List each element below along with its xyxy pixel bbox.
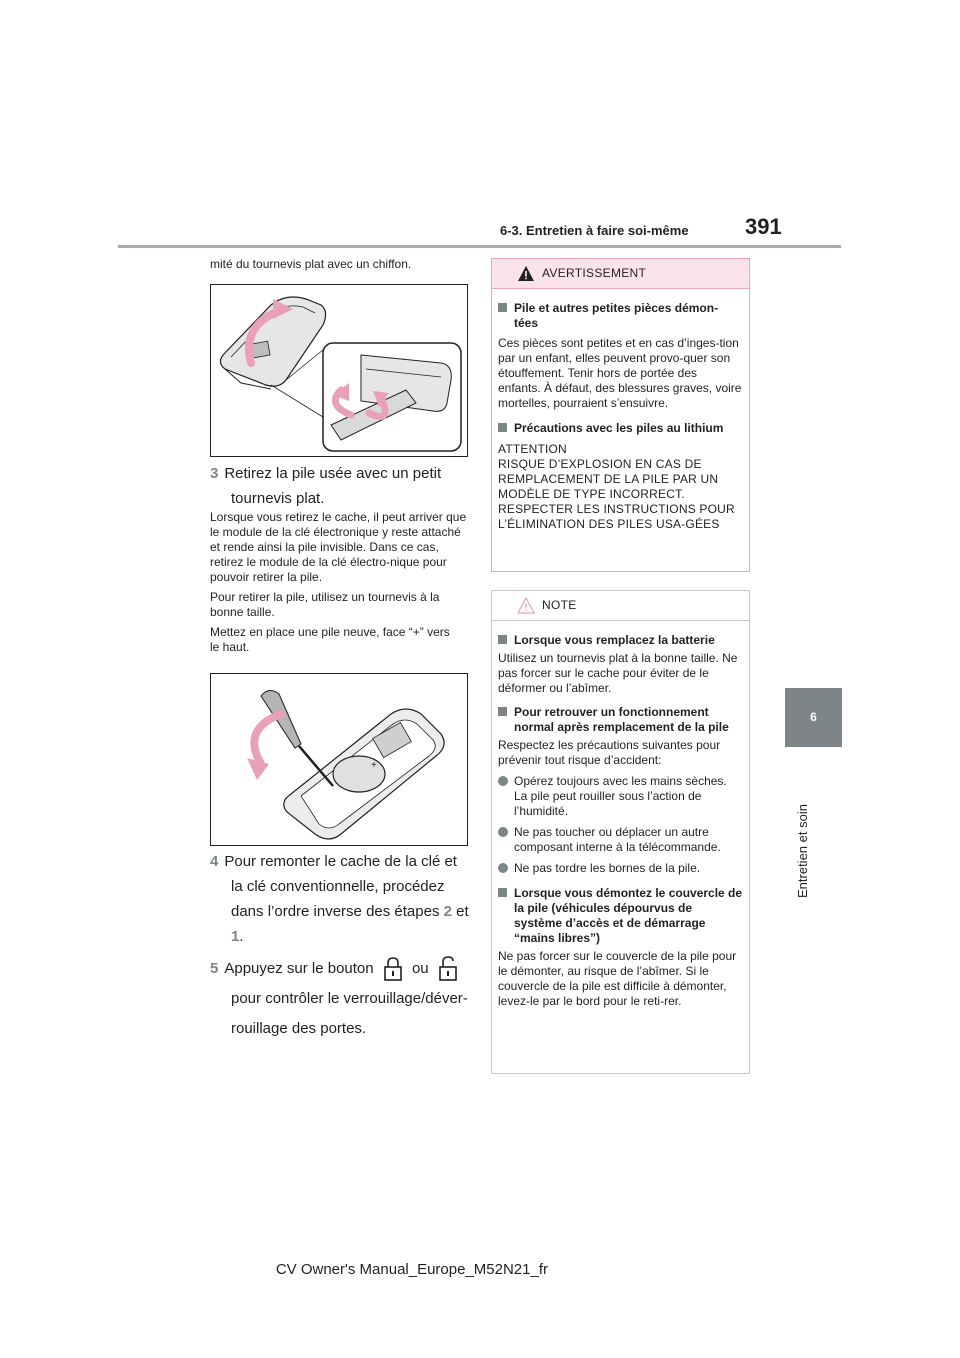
- step-number: 5: [210, 960, 219, 977]
- step-text: dans l’ordre inverse des étapes: [231, 903, 440, 920]
- step3-note-1: Lorsque vous retirez le cache, il peut arriver que le module de la clé électronique y reste attaché et rende ainsi la pile invisible. Dans ce cas, retirez le module de la clé électro-nique pour pouvoir retirer la pile.: [210, 510, 467, 584]
- svg-text:+: +: [371, 760, 377, 771]
- note-body-2: Respectez les précautions suivantes pour prévenir tout risque d’accident:: [498, 738, 721, 767]
- header-divider: [118, 245, 841, 248]
- note-bullet: Opérez toujours avec les mains sèches. La pile peut rouiller sous l’action de l’humidité.: [498, 774, 743, 819]
- square-bullet-icon: [498, 635, 507, 644]
- figure-cover-removal: [210, 284, 468, 457]
- note-body-1: Utilisez un tournevis plat à la bonne taille. Ne pas forcer sur le cache pour éviter de le déformer ou l’abîmer.: [498, 651, 738, 695]
- step-text: .: [239, 928, 244, 945]
- step-3: [210, 461, 468, 511]
- square-bullet-icon: [498, 888, 507, 897]
- warning-heading-1: Pile et autres petites pièces démon- tées: [498, 301, 743, 331]
- round-bullet-icon: [498, 776, 508, 786]
- warning-body-1: Ces pièces sont petites et en cas d’inges-tion par un enfant, elles peuvent provo-quer son étouffement. Tenir hors de portée des enfants. À défaut, des blessures graves, voire mortelles, pourraient s’ensuivre.: [498, 336, 742, 410]
- step-text: Pour remonter le cache de la clé et: [224, 853, 457, 870]
- square-bullet-icon: [498, 707, 507, 716]
- warning-title: AVERTISSEMENT: [542, 266, 647, 280]
- step-text-cont: [210, 899, 480, 924]
- step-text: ou: [411, 960, 429, 977]
- note-header: [492, 591, 749, 621]
- section-title: 6-3. Entretien à faire soi-même: [500, 223, 689, 238]
- step-number: 4: [210, 853, 219, 870]
- step-text-cont: rouillage des portes.: [231, 1020, 367, 1037]
- round-bullet-icon: [498, 827, 508, 837]
- step-reference: 2: [443, 903, 452, 920]
- note-bullet: Ne pas toucher ou déplacer un autre composant interne à la télécommande.: [498, 825, 743, 855]
- warning-body-2b: RISQUE D’EXPLOSION EN CAS DE REMPLACEMENT DE LA PILE PAR UN MODÈLE DE TYPE INCORRECT. RESPECTER LES INSTRUCTIONS POUR L’ÉLIMINATION DES PILES USA-GÉES: [498, 457, 735, 531]
- step-text-cont: la clé conventionnelle, procédez: [231, 878, 445, 895]
- caution-triangle-icon: [517, 597, 535, 614]
- warning-header: [492, 259, 749, 289]
- unlock-icon: [437, 956, 459, 982]
- note-heading-3: Lorsque vous démontez le couvercle de la pile (véhicules dépourvus de système d’accès et de démarrage “mains libres”): [498, 886, 743, 946]
- step-text-cont: tournevis plat.: [231, 490, 325, 507]
- footer-document-id: CV Owner's Manual_Europe_M52N21_fr: [275, 1261, 548, 1278]
- note-heading-1: Lorsque vous remplacez la batterie: [498, 633, 743, 648]
- step-reference: 1: [231, 928, 240, 945]
- warning-heading-2: Précautions avec les piles au lithium: [498, 421, 743, 436]
- battery-removal-illustration: [211, 674, 468, 846]
- square-bullet-icon: [498, 303, 507, 312]
- page-number: 391: [745, 214, 782, 239]
- round-bullet-icon: [498, 863, 508, 873]
- step-number: 3: [210, 465, 219, 482]
- note-title: NOTE: [542, 598, 577, 612]
- warning-triangle-icon: [517, 265, 535, 282]
- note-body-3: Ne pas forcer sur le couvercle de la pile pour le démonter, au risque de l’abîmer. Si le couvercle de la pile est difficile à démonter, levez-le par le bord pour le reti-rer.: [498, 949, 737, 1008]
- lock-icon: [382, 956, 404, 982]
- chapter-title: Entretien et soin: [795, 804, 810, 898]
- warning-body-2a: ATTENTION: [498, 442, 567, 456]
- figure-battery-removal: [210, 673, 468, 846]
- note-heading-2: Pour retrouver un fonctionnement normal après remplacement de la pile: [498, 705, 743, 735]
- step-text: Retirez la pile usée avec un petit: [224, 465, 442, 482]
- step-text-cont: pour contrôler le verrouillage/déver-: [231, 990, 468, 1007]
- note-bullet: Ne pas tordre les bornes de la pile.: [498, 861, 743, 876]
- step3-note-2: Pour retirer la pile, utilisez un tournevis à la bonne taille.: [210, 590, 440, 619]
- step-4: [210, 849, 480, 949]
- square-bullet-icon: [498, 423, 507, 432]
- step3-note-3: Mettez en place une pile neuve, face “+” vers le haut.: [210, 625, 450, 654]
- note-box: [491, 590, 750, 1074]
- key-fob-cover-illustration: [211, 285, 468, 457]
- warning-box: [491, 258, 750, 572]
- chapter-number: 6: [810, 710, 817, 724]
- step-5: [210, 954, 480, 1044]
- step-text: Appuyez sur le bouton: [224, 960, 374, 977]
- step-text: et: [456, 903, 469, 920]
- step3-notes: [210, 510, 468, 655]
- chapter-tab: [785, 688, 842, 747]
- intro-text: mité du tournevis plat avec un chiffon.: [210, 257, 412, 271]
